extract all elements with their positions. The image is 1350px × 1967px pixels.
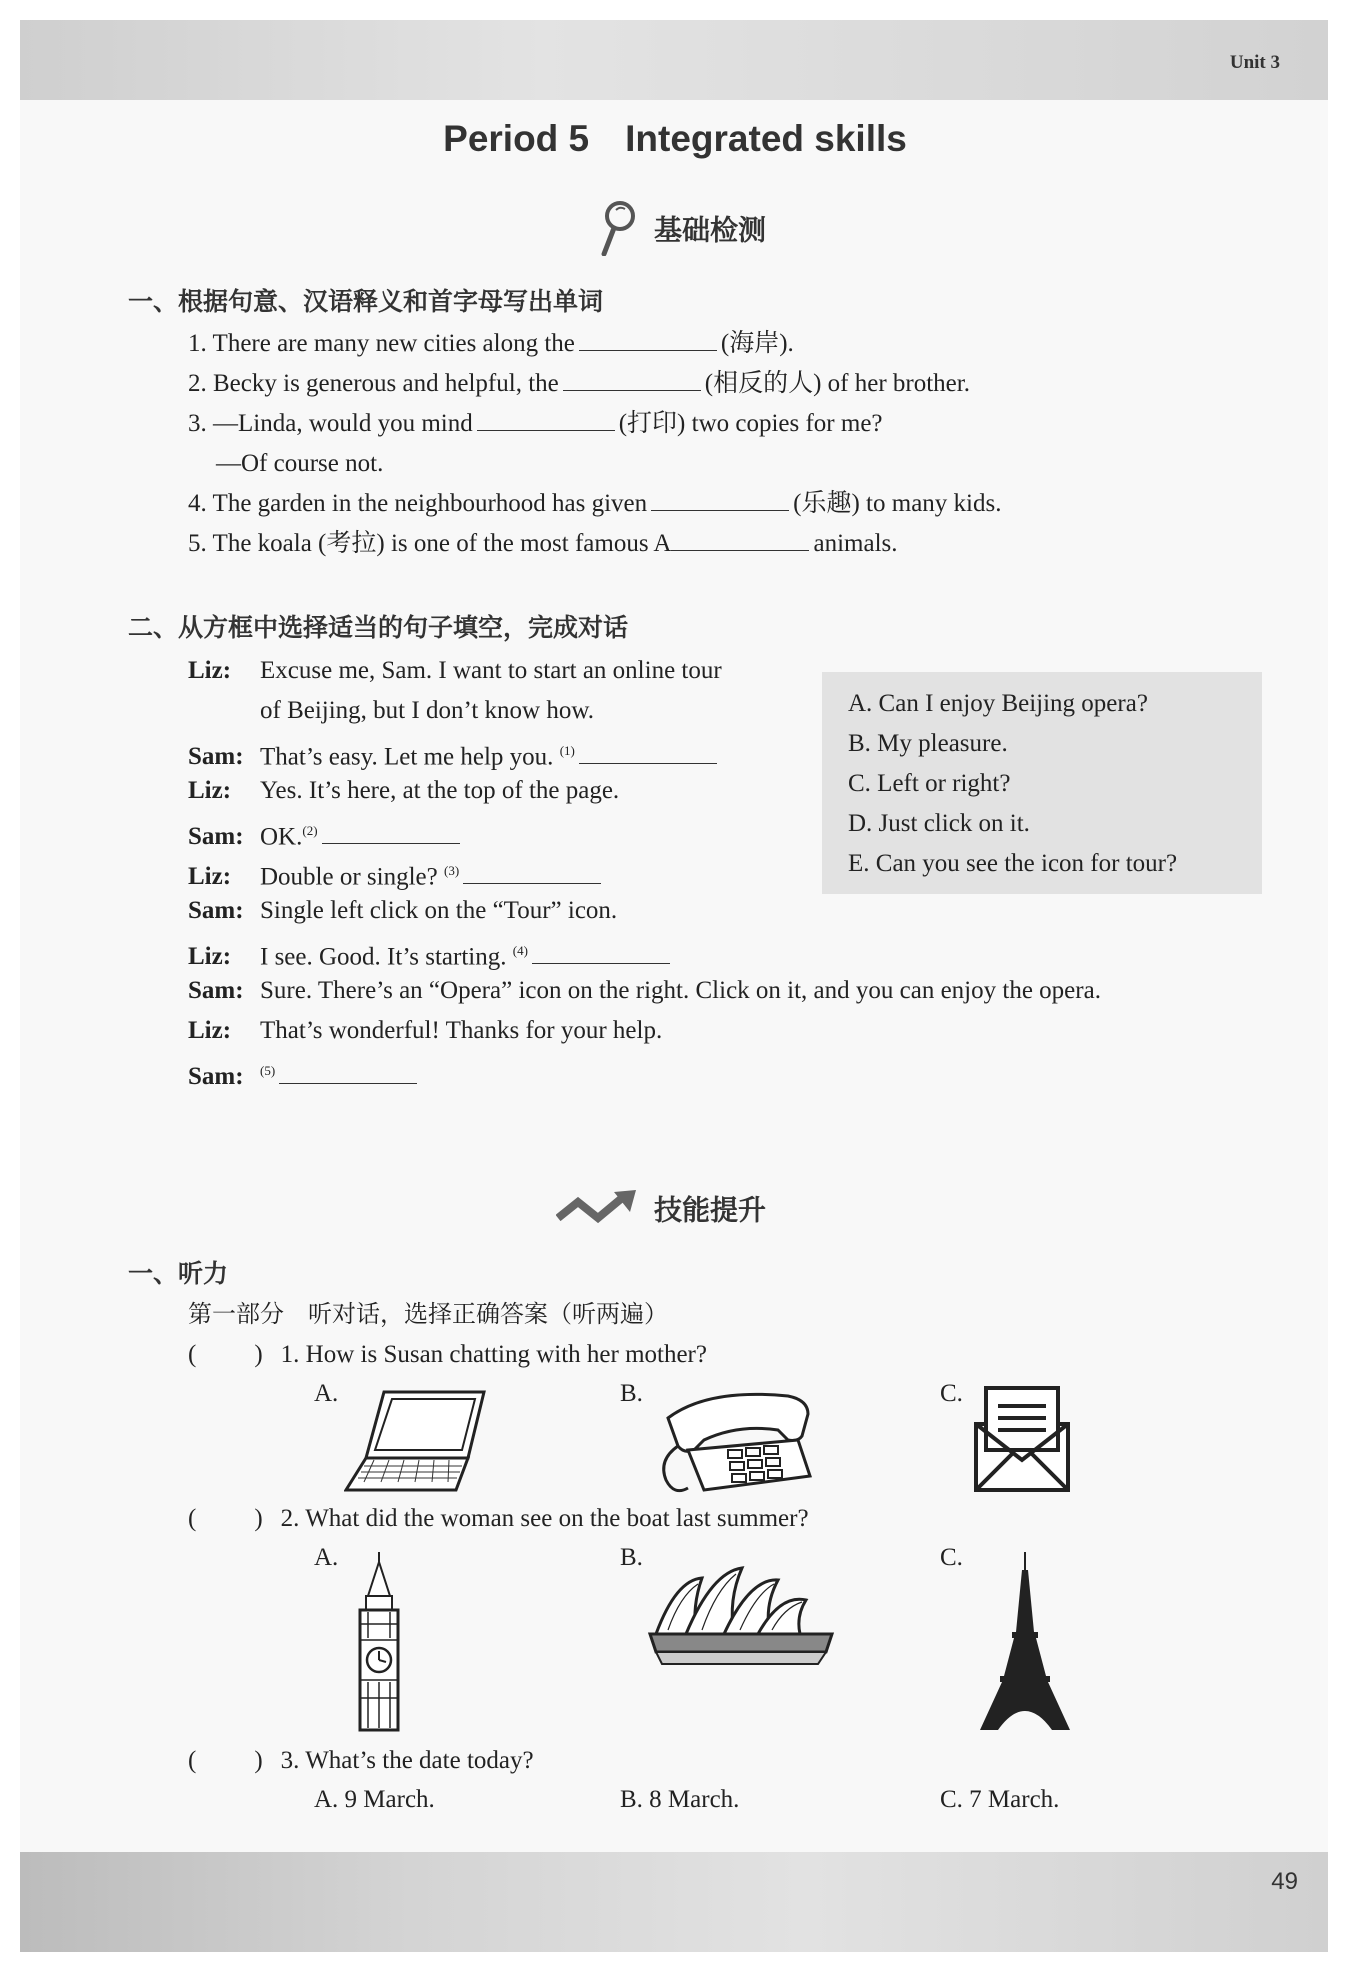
answer-blank[interactable] [532, 941, 670, 964]
period-label: Period 5 [443, 118, 590, 159]
section-title-skills: 技能提升 [556, 1188, 766, 1235]
list-item: —Of course not. [216, 450, 384, 477]
dialogue-line: Liz: I see. Good. It’s starting. $^{(4)}$ [188, 934, 674, 974]
option-a: A. Can I enjoy Beijing opera? [848, 690, 1148, 717]
footer-band [20, 1852, 1328, 1952]
answer-blank[interactable] [579, 741, 717, 764]
answer-blank[interactable] [477, 408, 615, 431]
option-label[interactable]: A. 9 March. [314, 1786, 435, 1813]
dialogue-line: Liz: Yes. It’s here, at the top of the page. [188, 777, 620, 804]
part2-heading: 二、从方框中选择适当的句子填空，完成对话 [128, 613, 629, 642]
option-d: D. Just click on it. [848, 810, 1030, 837]
answer-blank[interactable] [322, 821, 460, 844]
dialogue-line: Sam: That’s easy. Let me help you. $^{(1)}$ [188, 734, 721, 774]
options-box [822, 672, 1262, 894]
dialogue-line: Liz: Double or single? $^{(3)}$ [188, 854, 605, 894]
option-label: B. [620, 1544, 643, 1571]
envelope-icon[interactable] [972, 1384, 1072, 1499]
option-label: A. [314, 1380, 339, 1407]
header-band [20, 20, 1328, 100]
option-label[interactable]: C. 7 March. [940, 1786, 1060, 1813]
list-item: 1. There are many new cities along the (海岸). [188, 330, 794, 357]
list-item: 4. The garden in the neighbourhood has given (乐趣) to many kids. [188, 490, 1002, 517]
option-label: C. [940, 1380, 963, 1407]
question-2: ( ) 2. What did the woman see on the boat last summer? [188, 1505, 809, 1532]
section-title-basic: 基础检测 [596, 200, 766, 263]
listening-subheading: 第一部分 听对话，选择正确答案（听两遍） [188, 1300, 668, 1328]
option-label: C. [940, 1544, 963, 1571]
part1-heading: 一、根据句意、汉语释义和首字母写出单词 [128, 287, 604, 316]
list-item: 5. The koala (考拉) is one of the most famous A animals. [188, 530, 898, 557]
dialogue-line: Liz: Excuse me, Sam. I want to start an online tour [188, 657, 722, 684]
answer-blank[interactable] [563, 368, 701, 391]
list-item: 3. —Linda, would you mind (打印) two copies for me? [188, 410, 883, 437]
magnifier-icon [596, 200, 640, 263]
answer-blank[interactable] [463, 861, 601, 884]
option-label: A. [314, 1544, 339, 1571]
dialogue-line: Sam: OK.$^{(2)}$ [188, 814, 464, 854]
dialogue-line: Sam: $^{(5)}$ [188, 1054, 421, 1094]
option-label[interactable]: B. 8 March. [620, 1786, 740, 1813]
dialogue-line: Sam: Single left click on the “Tour” icon. [188, 897, 618, 924]
answer-blank[interactable] [279, 1061, 417, 1084]
dialogue-line: Liz: That’s wonderful! Thanks for your help. [188, 1017, 663, 1044]
page-number: 49 [1271, 1868, 1298, 1895]
option-label: B. [620, 1380, 643, 1407]
telephone-icon[interactable] [648, 1380, 818, 1505]
answer-blank[interactable] [671, 528, 809, 551]
eiffel-tower-icon[interactable] [978, 1552, 1072, 1737]
opera-house-icon[interactable] [646, 1560, 836, 1675]
dialogue-line: of Beijing, but I don’t know how. [260, 697, 595, 724]
option-b: B. My pleasure. [848, 730, 1008, 757]
unit-label: Unit 3 [1229, 52, 1280, 73]
question-1: ( ) 1. How is Susan chatting with her mother? [188, 1341, 707, 1368]
big-ben-icon[interactable] [346, 1552, 412, 1739]
option-c: C. Left or right? [848, 770, 1011, 797]
page-title [0, 118, 1350, 160]
listening-heading: 一、听力 [128, 1259, 229, 1288]
answer-blank[interactable] [579, 328, 717, 351]
title-name: Integrated skills [625, 118, 907, 159]
list-item: 2. Becky is generous and helpful, the (相反的人) of her brother. [188, 370, 970, 397]
question-3: ( ) 3. What’s the date today? [188, 1747, 534, 1774]
laptop-icon[interactable] [344, 1386, 490, 1501]
option-e: E. Can you see the icon for tour? [848, 850, 1178, 877]
trend-arrow-icon [556, 1188, 640, 1235]
dialogue-line: Sam: Sure. There’s an “Opera” icon on the right. Click on it, and you can enjoy the opera. [188, 977, 1101, 1004]
answer-blank[interactable] [651, 488, 789, 511]
